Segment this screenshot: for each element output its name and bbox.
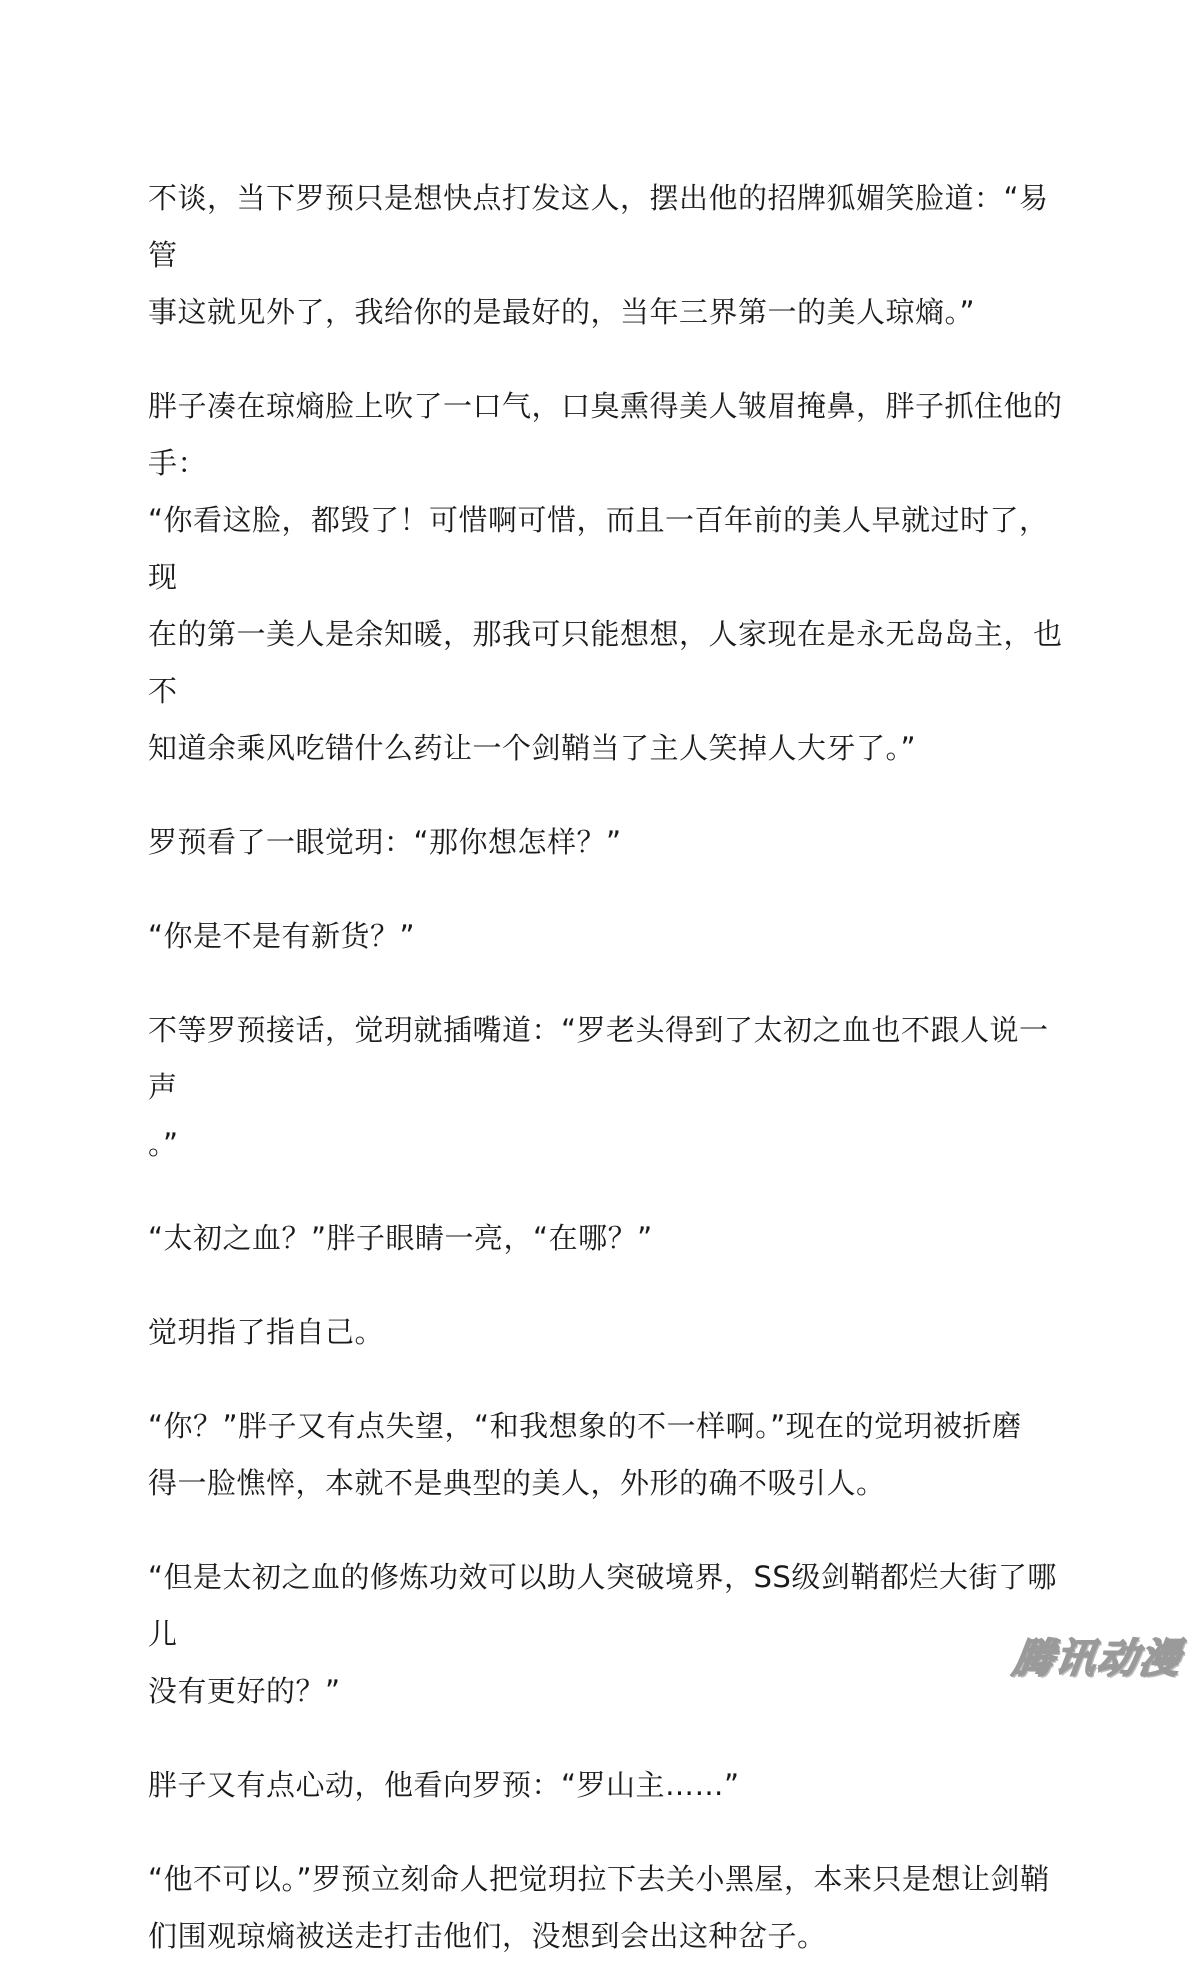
text-body xyxy=(148,170,1068,1965)
paragraph: “你是不是有新货？” xyxy=(148,919,416,953)
paragraph: “你？”胖子又有点失望，“和我想象的不一样啊。”现在的觉玥被折磨 得一脸憔悴，本就不是典型的美人，外形的确不吸引人。 xyxy=(148,1409,1022,1500)
paragraph: 罗预看了一眼觉玥：“那你想怎样？” xyxy=(148,825,622,859)
paragraph: 胖子又有点心动，他看向罗预：“罗山主……” xyxy=(148,1768,740,1802)
paragraph: “他不可以。”罗预立刻命人把觉玥拉下去关小黑屋，本来只是想让剑鞘 们围观琼熵被送走打击他们，没想到会出这种岔子。 xyxy=(148,1862,1050,1953)
paragraph: “但是太初之血的修炼功效可以助人突破境界，SS级剑鞘都烂大街了哪儿 没有更好的？” xyxy=(148,1560,1057,1708)
paragraph: 觉玥指了指自己。 xyxy=(148,1315,385,1349)
paragraph: 不谈，当下罗预只是想快点打发这人，摆出他的招牌狐媚笑脸道：“易管 事这就见外了，我给你的是最好的，当年三界第一的美人琼熵。” xyxy=(148,181,1049,329)
paragraph: 胖子凑在琼熵脸上吹了一口气，口臭熏得美人皱眉掩鼻，胖子抓住他的手： “你看这脸，都毁了！可惜啊可惜，而且一百年前的美人早就过时了，现 在的第一美人是余知暖，那我可只能想想，人家现在是永无岛岛主，也不 知道余乘风吃错什么药让一个剑鞘当了主人笑掉人大牙了。” xyxy=(148,389,1063,765)
watermark-logo: 腾讯动漫 xyxy=(1010,1636,1185,1682)
paragraph: “太初之血？”胖子眼睛一亮，“在哪？” xyxy=(148,1221,653,1255)
paragraph: 不等罗预接话，觉玥就插嘴道：“罗老头得到了太初之血也不跟人说一声 。” xyxy=(148,1013,1049,1161)
